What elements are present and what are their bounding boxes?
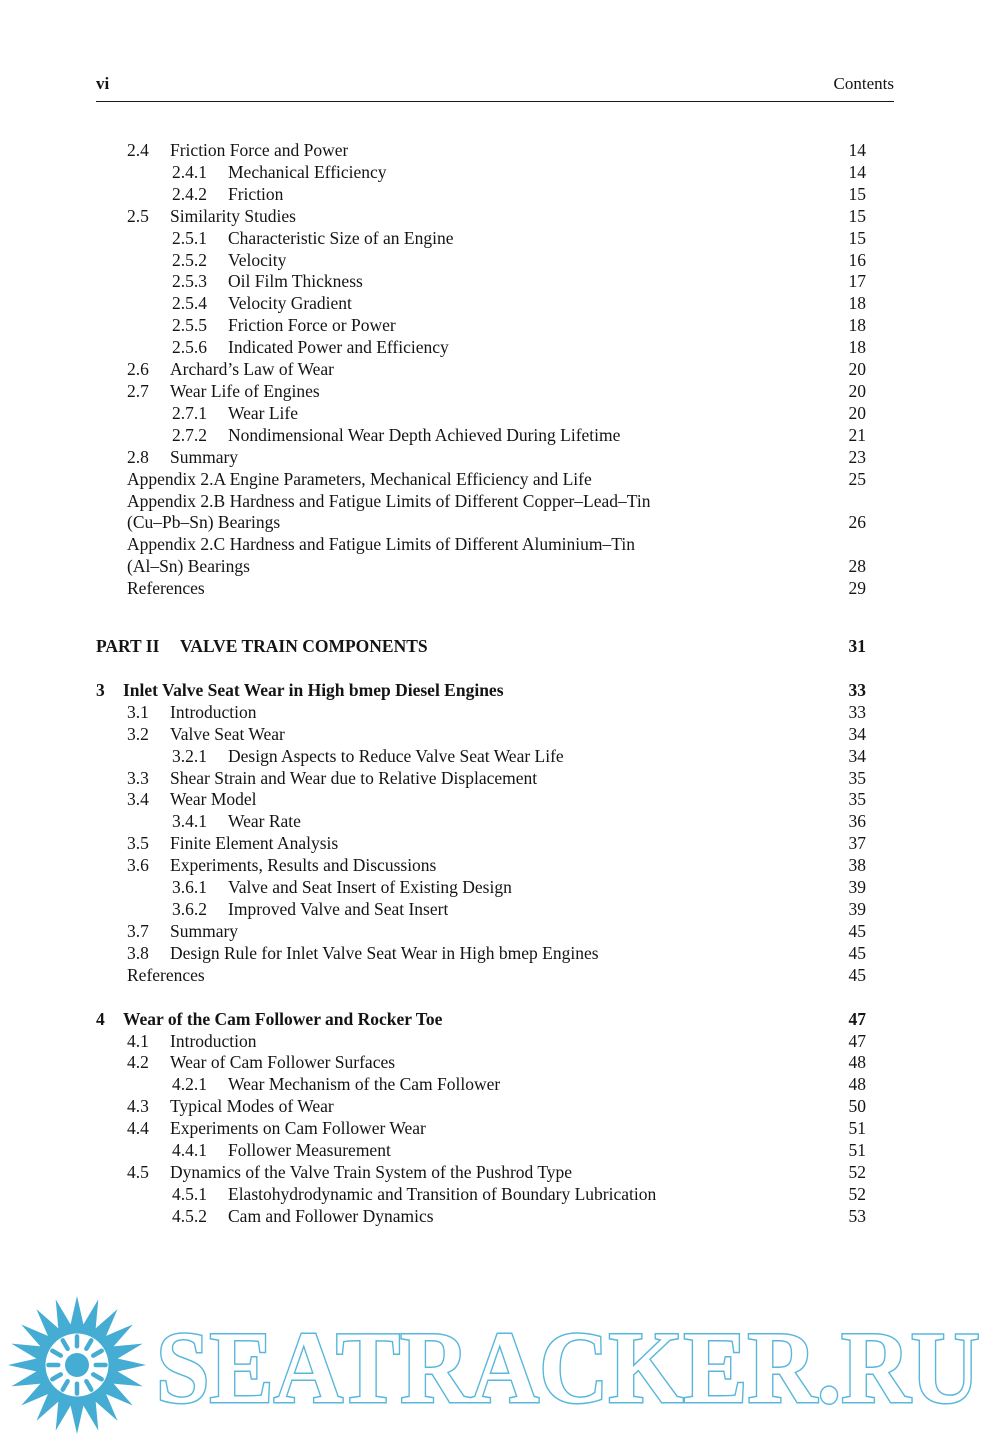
toc-entry-row [96, 556, 866, 578]
toc-entry-label: Cam and Follower Dynamics [228, 1205, 434, 1226]
toc-entry-row [96, 469, 866, 491]
toc-entry-row [96, 1096, 866, 1118]
toc-entry-num: 4.4.1 [172, 1140, 207, 1161]
toc-entry-page: 18 [848, 315, 866, 336]
toc-entry-label: Elastohydrodynamic and Transition of Boundary Lubrication [228, 1183, 657, 1204]
toc-entry-page: 15 [848, 183, 866, 204]
toc-entry-num: 3.7 [127, 920, 149, 941]
toc-entry-page: 34 [848, 723, 866, 744]
toc-entry-num: 2.7.1 [172, 402, 207, 423]
toc-entry-page: 31 [848, 636, 866, 657]
toc-entry-page: 14 [848, 161, 866, 182]
toc-entry-row [96, 921, 866, 943]
toc-entry-page: 34 [848, 745, 866, 766]
toc-entry-page: 18 [848, 293, 866, 314]
toc-entry-label: Design Rule for Inlet Valve Seat Wear in High bmep Engines [170, 942, 599, 963]
toc-entry-num: 2.5.6 [172, 337, 207, 358]
toc-entry-page: 36 [848, 811, 866, 832]
toc-entry-page: 35 [848, 789, 866, 810]
toc-entry-label: (Al–Sn) Bearings [127, 556, 250, 577]
toc-entry-row [96, 425, 866, 447]
toc-entry-label: Valve and Seat Insert of Existing Design [228, 877, 512, 898]
toc-entry-label: Wear Mechanism of the Cam Follower [228, 1074, 501, 1095]
toc-entry-row [96, 1184, 866, 1206]
watermark [2, 1290, 989, 1440]
toc-entry-num: 2.4.1 [172, 161, 207, 182]
toc-entry-num: 4.5 [127, 1161, 149, 1182]
toc-entry-num: 2.5.2 [172, 249, 207, 270]
toc-entry-page: 26 [848, 512, 866, 533]
toc-entry-num: 3.3 [127, 767, 149, 788]
toc-entry-num: 2.5.1 [172, 227, 207, 248]
toc-entry-num: 3.6 [127, 855, 149, 876]
toc-entry-label: Inlet Valve Seat Wear in High bmep Diesel Engines [123, 679, 504, 700]
toc-entry-row [96, 943, 866, 965]
toc-entry-num: 4.2 [127, 1052, 149, 1073]
toc-part-row [96, 636, 866, 658]
toc-entry-num: 2.6 [127, 359, 149, 380]
toc-entry-row [96, 833, 866, 855]
toc-entry-page: 20 [848, 380, 866, 401]
toc-entry-label: Wear Rate [228, 811, 301, 832]
toc-entry-label: References [127, 578, 205, 599]
toc-entry-num: 2.7.2 [172, 424, 207, 445]
toc-entry-page: 17 [848, 271, 866, 292]
toc-entry-page: 15 [848, 227, 866, 248]
toc-entry-label: Mechanical Efficiency [228, 161, 387, 182]
toc-entry-num: 4.5.2 [172, 1205, 207, 1226]
toc-entry-row [96, 578, 866, 600]
toc-entry-page: 52 [848, 1161, 866, 1182]
toc-entry-label: (Cu–Pb–Sn) Bearings [127, 512, 281, 533]
toc-entry-label: Characteristic Size of an Engine [228, 227, 454, 248]
toc-entry-page: 16 [848, 249, 866, 270]
toc-entry-row [96, 162, 866, 184]
toc-entry-label: Velocity Gradient [228, 293, 352, 314]
toc-entry-row [96, 337, 866, 359]
toc-entry-row [96, 293, 866, 315]
toc-entry-num: 3.2.1 [172, 745, 207, 766]
toc-entry-label: Typical Modes of Wear [170, 1096, 334, 1117]
toc-entry-page: 39 [848, 899, 866, 919]
toc-entry-page: 45 [848, 964, 866, 985]
toc-entry-row [96, 877, 866, 899]
toc-entry-page: 52 [848, 1183, 866, 1204]
sun-logo-icon [2, 1290, 152, 1440]
toc-list [96, 140, 866, 1228]
toc-entry-label: Improved Valve and Seat Insert [228, 899, 449, 919]
toc-entry-row [96, 724, 866, 746]
toc-entry-page: 47 [848, 1030, 866, 1051]
toc-entry-label: Wear of Cam Follower Surfaces [170, 1052, 396, 1073]
toc-chapter-row [96, 680, 866, 702]
toc-entry-num: 4 [96, 1008, 105, 1029]
toc-entry-label: Oil Film Thickness [228, 271, 363, 292]
toc-entry-label: References [127, 964, 205, 985]
toc-entry-row [96, 381, 866, 403]
toc-entry-num: 4.3 [127, 1096, 149, 1117]
toc-entry-page: 21 [848, 424, 866, 445]
toc-entry-row [96, 811, 866, 833]
toc-entry-row [96, 1118, 866, 1140]
toc-entry-row [96, 447, 866, 469]
toc-entry-num: 3.1 [127, 701, 149, 722]
toc-entry-label: Valve Seat Wear [170, 723, 285, 744]
toc-entry-row [96, 855, 866, 877]
toc-entry-label: Follower Measurement [228, 1140, 391, 1161]
toc-entry-row [96, 250, 866, 272]
toc-entry-num: 3.2 [127, 723, 149, 744]
toc-entry-row [96, 899, 866, 921]
toc-entry-label: Appendix 2.C Hardness and Fatigue Limits of Different Aluminium–Tin [127, 534, 635, 555]
toc-entry-num: 3.4.1 [172, 811, 207, 832]
toc-entry-label: Appendix 2.A Engine Parameters, Mechanical Efficiency and Life [127, 468, 592, 489]
toc-entry-row [96, 140, 866, 162]
toc-entry-num: 2.5 [127, 205, 149, 226]
toc-entry-page: 51 [848, 1140, 866, 1161]
toc-entry-page: 50 [848, 1096, 866, 1117]
toc-entry-num: 2.4 [127, 140, 149, 160]
toc-entry-page: 18 [848, 337, 866, 358]
toc-entry-row [96, 228, 866, 250]
watermark-text-svg [152, 1290, 987, 1440]
toc-entry-label: Friction Force and Power [170, 140, 349, 160]
toc-entry-num: 4.2.1 [172, 1074, 207, 1095]
toc-entry-label: Archard’s Law of Wear [170, 359, 334, 380]
toc-entry-row [96, 403, 866, 425]
toc-entry-label: Velocity [228, 249, 287, 270]
toc-entry-page: 23 [848, 446, 866, 467]
toc-entry-row [96, 1162, 866, 1184]
toc-entry-page: 51 [848, 1118, 866, 1139]
toc-entry-row [96, 512, 866, 534]
toc-entry-row [96, 789, 866, 811]
toc-entry-label: Appendix 2.B Hardness and Fatigue Limits of Different Copper–Lead–Tin [127, 490, 651, 511]
toc-entry-num: 3.4 [127, 789, 149, 810]
toc-entry-num: 3.8 [127, 942, 149, 963]
page-folio: vi [96, 74, 110, 93]
toc-entry-label: Experiments, Results and Discussions [170, 855, 437, 876]
toc-entry-page: 28 [848, 556, 866, 577]
toc-entry-page: 38 [848, 855, 866, 876]
toc-entry-label: Wear Model [170, 789, 257, 810]
toc-entry-label: VALVE TRAIN COMPONENTS [180, 636, 428, 657]
toc-entry-page: 37 [848, 833, 866, 854]
toc-entry-label: Wear Life [228, 402, 298, 423]
toc-entry-row [96, 1206, 866, 1228]
toc-entry-num: 4.4 [127, 1118, 149, 1139]
toc-entry-page: 20 [848, 359, 866, 380]
toc-entry-page: 33 [848, 679, 866, 700]
toc-entry-num: PART II [96, 636, 160, 657]
toc-entry-row [96, 359, 866, 381]
toc-entry-num: 4.5.1 [172, 1183, 207, 1204]
toc-entry-row [96, 1074, 866, 1096]
watermark-text: SEATRACKER.RU [156, 1311, 980, 1425]
toc-entry-page: 47 [848, 1008, 866, 1029]
toc-entry-label: Summary [170, 920, 239, 941]
toc-entry-row [96, 491, 866, 513]
toc-entry-row [96, 315, 866, 337]
toc-entry-row [96, 746, 866, 768]
toc-entry-page: 45 [848, 942, 866, 963]
toc-entry-label: Finite Element Analysis [170, 833, 339, 854]
toc-entry-row [96, 271, 866, 293]
toc-entry-label: Friction Force or Power [228, 315, 396, 336]
toc-entry-label: Indicated Power and Efficiency [228, 337, 449, 358]
toc-entry-label: Nondimensional Wear Depth Achieved During Lifetime [228, 424, 621, 445]
toc-entry-page: 45 [848, 920, 866, 941]
toc-entry-label: Design Aspects to Reduce Valve Seat Wear Life [228, 745, 564, 766]
toc-entry-label: Shear Strain and Wear due to Relative Displacement [170, 767, 538, 788]
toc-entry-page: 25 [848, 468, 866, 489]
toc-entry-label: Summary [170, 446, 239, 467]
toc-entry-row [96, 1031, 866, 1053]
toc-entry-num: 2.8 [127, 446, 149, 467]
toc-entry-page: 35 [848, 767, 866, 788]
toc-entry-row [96, 1052, 866, 1074]
toc-entry-label: Introduction [170, 1030, 257, 1051]
toc-entry-num: 3.5 [127, 833, 149, 854]
toc-entry-num: 3 [96, 679, 105, 700]
toc-entry-page: 20 [848, 402, 866, 423]
toc-entry-num: 2.4.2 [172, 183, 207, 204]
toc-entry-row [96, 184, 866, 206]
toc-entry-label: Experiments on Cam Follower Wear [170, 1118, 426, 1139]
toc-entry-num: 2.5.4 [172, 293, 207, 314]
toc-entry-row [96, 206, 866, 228]
toc-entry-label: Similarity Studies [170, 205, 296, 226]
toc-entry-num: 2.5.3 [172, 271, 207, 292]
toc-entry-page: 29 [848, 578, 866, 599]
toc-entry-row [96, 768, 866, 790]
toc-entry-label: Wear of the Cam Follower and Rocker Toe [123, 1008, 443, 1029]
running-head: Contents [833, 74, 894, 93]
toc-entry-page: 15 [848, 205, 866, 226]
toc-entry-label: Wear Life of Engines [170, 380, 320, 401]
toc-entry-row [96, 1140, 866, 1162]
toc-entry-page: 33 [848, 701, 866, 722]
toc-entry-page: 48 [848, 1074, 866, 1095]
toc-entry-page: 39 [848, 877, 866, 898]
toc-chapter-row [96, 1009, 866, 1031]
toc-entry-num: 3.6.2 [172, 899, 207, 919]
toc-entry-page: 14 [848, 140, 866, 160]
toc-entry-num: 2.5.5 [172, 315, 207, 336]
toc-entry-label: Dynamics of the Valve Train System of the Pushrod Type [170, 1161, 573, 1182]
toc-entry-num: 3.6.1 [172, 877, 207, 898]
toc-entry-num: 4.1 [127, 1030, 149, 1051]
page-header [96, 74, 894, 102]
toc-entry-row [96, 702, 866, 724]
toc-entry-page: 53 [848, 1205, 866, 1226]
toc-entry-page: 48 [848, 1052, 866, 1073]
toc-entry-label: Introduction [170, 701, 257, 722]
toc-entry-num: 2.7 [127, 380, 149, 401]
toc-entry-row [96, 534, 866, 556]
toc-entry-label: Friction [228, 183, 284, 204]
toc-entry-row [96, 965, 866, 987]
